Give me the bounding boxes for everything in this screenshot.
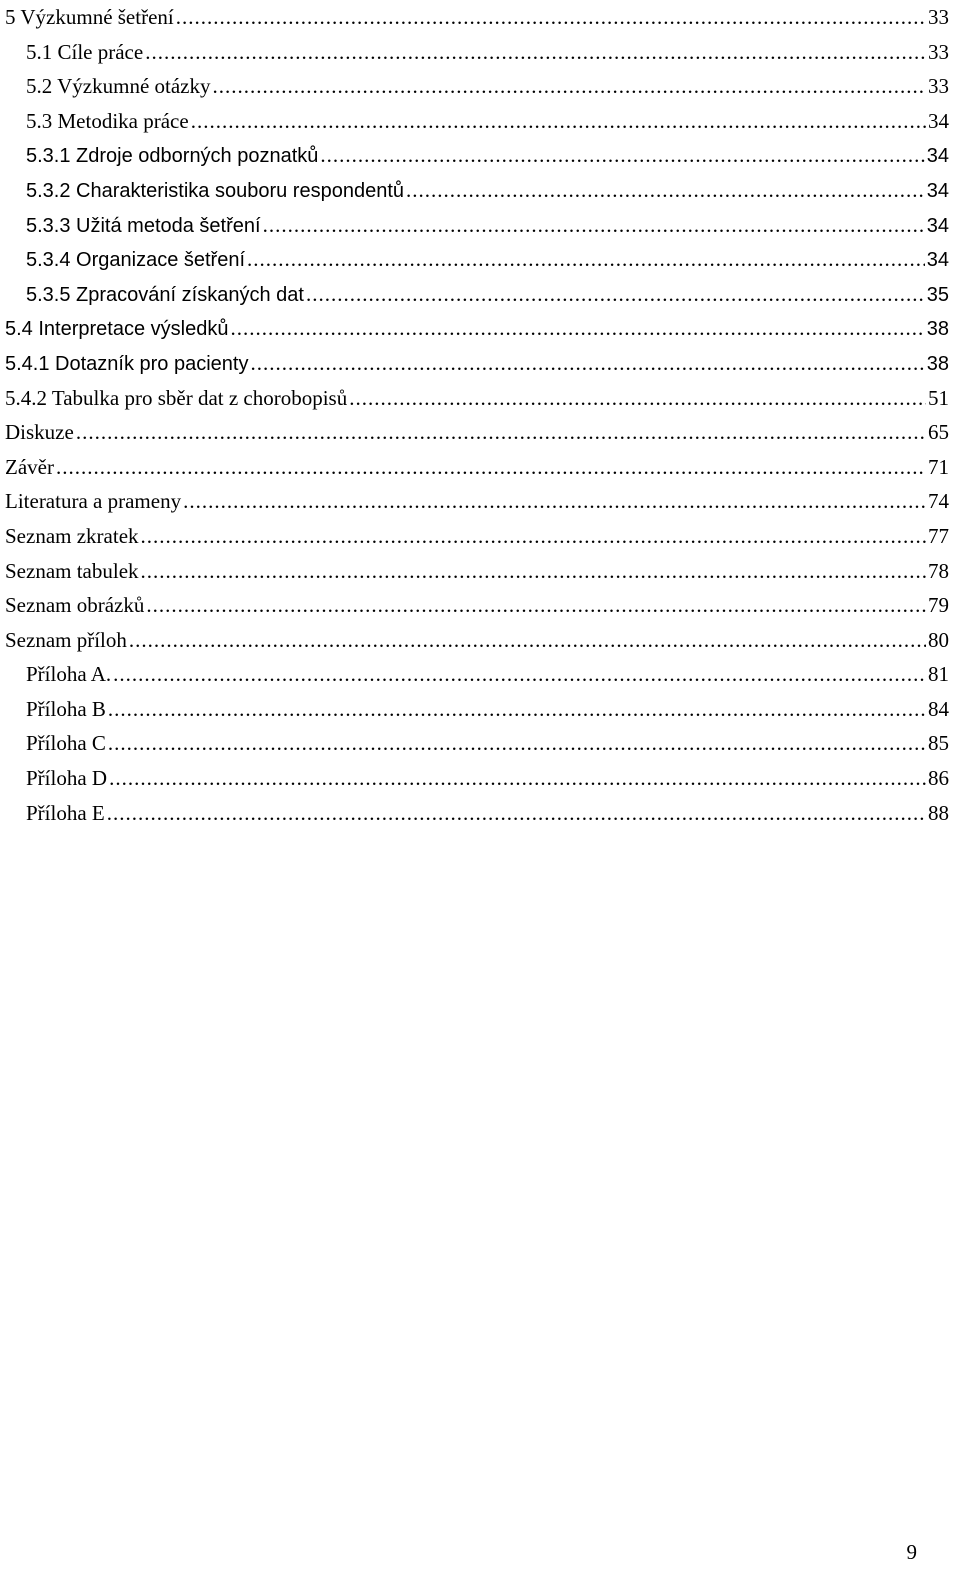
toc-dot-leader bbox=[107, 796, 926, 831]
toc-dot-leader bbox=[141, 554, 926, 589]
toc-entry-5-4-2 bbox=[5, 381, 949, 416]
toc-entry-page: 78 bbox=[928, 558, 949, 583]
toc-entry-5-2 bbox=[5, 69, 949, 104]
toc-entry-page: 80 bbox=[928, 627, 949, 652]
toc-entry-label: 5.3.2 Charakteristika souboru respondentů bbox=[26, 179, 405, 202]
toc-entry-label: Seznam zkratek bbox=[5, 523, 139, 548]
toc-entry-page: 33 bbox=[928, 74, 949, 99]
toc-dot-leader bbox=[76, 415, 926, 450]
toc-entry-label: Literatura a prameny bbox=[5, 489, 182, 514]
toc-entry-label: 5.1 Cíle práce bbox=[26, 39, 144, 64]
toc-entry-page: 34 bbox=[926, 249, 949, 272]
toc-dot-leader bbox=[109, 761, 926, 796]
toc-entry-label: 5.3 Metodika práce bbox=[26, 108, 189, 133]
toc-dot-leader bbox=[56, 450, 926, 485]
toc-entry-5-4 bbox=[5, 311, 949, 346]
toc-entry-label: 5.3.3 Užitá metoda šetření bbox=[26, 214, 261, 237]
toc-entry-5-3-3 bbox=[5, 208, 949, 243]
toc-entry-5-3-2 bbox=[5, 173, 949, 208]
toc-entry-page: 51 bbox=[928, 385, 949, 410]
toc-entry-label: 5.4 Interpretace výsledků bbox=[5, 318, 229, 341]
toc-entry-page: 74 bbox=[928, 489, 949, 514]
toc-entry-label: 5.2 Výzkumné otázky bbox=[26, 74, 211, 99]
toc-entry-page: 85 bbox=[928, 731, 949, 756]
toc-entry-page: 77 bbox=[928, 523, 949, 548]
toc-dot-leader bbox=[145, 35, 926, 70]
toc-entry-5-1 bbox=[5, 35, 949, 70]
toc-dot-leader bbox=[320, 138, 924, 173]
toc-entry-label: Seznam tabulek bbox=[5, 558, 139, 583]
toc-entry-5-3-5 bbox=[5, 277, 949, 312]
toc-dot-leader bbox=[183, 484, 926, 519]
toc-entry-5-4-1 bbox=[5, 346, 949, 381]
toc-entry-label: Příloha B bbox=[26, 696, 106, 721]
toc-entry-page: 71 bbox=[928, 454, 949, 479]
toc-entry-page: 79 bbox=[928, 593, 949, 618]
toc-entry-priloha-e bbox=[5, 796, 949, 831]
toc-entry-label: 5 Výzkumné šetření bbox=[5, 5, 174, 29]
toc-entry-label: Příloha D bbox=[26, 766, 108, 791]
toc-entry-page: 34 bbox=[928, 108, 949, 133]
toc-entry-label: 5.3.4 Organizace šetření bbox=[26, 249, 246, 272]
toc-entry-label: 5.4.2 Tabulka pro sběr dat z chorobopisů bbox=[5, 385, 348, 410]
toc-dot-leader bbox=[349, 381, 926, 416]
toc-entry-label: Příloha A. bbox=[26, 662, 112, 687]
toc-entry-page: 81 bbox=[928, 662, 949, 687]
toc-entry-label: 5.3.1 Zdroje odborných poznatků bbox=[26, 145, 319, 168]
toc-entry-label: 5.4.1 Dotazník pro pacienty bbox=[5, 352, 249, 375]
toc-dot-leader bbox=[406, 173, 925, 208]
toc-dot-leader bbox=[306, 277, 925, 312]
toc-entry-priloha-c bbox=[5, 726, 949, 761]
toc-entry-priloha-b bbox=[5, 692, 949, 727]
toc-entry-5 bbox=[5, 0, 949, 35]
toc-dot-leader bbox=[129, 623, 926, 658]
toc-entry-page: 86 bbox=[928, 766, 949, 791]
toc-dot-leader bbox=[146, 588, 926, 623]
toc-dot-leader bbox=[176, 0, 926, 35]
page-number: 9 bbox=[906, 1540, 917, 1564]
toc-entry-label: Příloha C bbox=[26, 731, 106, 756]
toc-entry-page: 38 bbox=[926, 318, 949, 341]
toc-dot-leader bbox=[108, 726, 926, 761]
toc-dot-leader bbox=[113, 657, 926, 692]
toc-entry-page: 84 bbox=[928, 696, 949, 721]
table-of-contents bbox=[5, 0, 949, 830]
toc-entry-label: Závěr bbox=[5, 454, 54, 479]
toc-dot-leader bbox=[263, 208, 925, 243]
toc-entry-page: 34 bbox=[926, 214, 949, 237]
toc-entry-page: 65 bbox=[928, 420, 949, 445]
toc-entry-page: 33 bbox=[928, 39, 949, 64]
toc-entry-priloha-a bbox=[5, 657, 949, 692]
toc-entry-label: Diskuze bbox=[5, 420, 74, 445]
toc-entry-seznam-obrazku bbox=[5, 588, 949, 623]
toc-entry-zaver bbox=[5, 450, 949, 485]
toc-entry-label: Seznam obrázků bbox=[5, 593, 145, 618]
toc-entry-label: 5.3.5 Zpracování získaných dat bbox=[26, 283, 304, 306]
toc-entry-page: 33 bbox=[928, 5, 949, 29]
toc-entry-seznam-zkratek bbox=[5, 519, 949, 554]
toc-entry-page: 34 bbox=[926, 145, 949, 168]
toc-entry-seznam-tabulek bbox=[5, 554, 949, 589]
toc-entry-literatura bbox=[5, 484, 949, 519]
toc-entry-page: 34 bbox=[926, 179, 949, 202]
toc-entry-5-3-4 bbox=[5, 242, 949, 277]
toc-entry-page: 88 bbox=[928, 800, 949, 825]
toc-entry-page: 35 bbox=[926, 283, 949, 306]
toc-dot-leader bbox=[213, 69, 927, 104]
toc-entry-5-3-1 bbox=[5, 138, 949, 173]
toc-entry-5-3 bbox=[5, 104, 949, 139]
toc-dot-leader bbox=[247, 242, 925, 277]
toc-dot-leader bbox=[108, 692, 926, 727]
toc-entry-diskuze bbox=[5, 415, 949, 450]
toc-entry-label: Seznam příloh bbox=[5, 627, 127, 652]
toc-entry-page: 38 bbox=[926, 352, 949, 375]
toc-dot-leader bbox=[250, 346, 924, 381]
toc-entry-label: Příloha E bbox=[26, 800, 105, 825]
toc-dot-leader bbox=[230, 311, 924, 346]
toc-dot-leader bbox=[141, 519, 926, 554]
toc-dot-leader bbox=[191, 104, 926, 139]
toc-entry-priloha-d bbox=[5, 761, 949, 796]
toc-entry-seznam-priloh bbox=[5, 623, 949, 658]
